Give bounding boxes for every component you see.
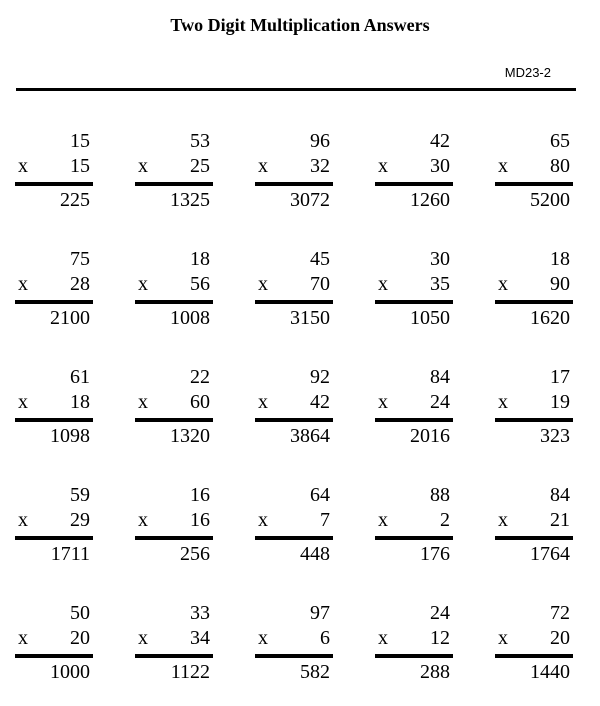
multiplier: 29 [70,509,90,531]
multiplicand: 42 [430,130,450,152]
problem-2-3 [255,247,333,327]
worksheet-title: Two Digit Multiplication Answers [170,15,430,35]
multiply-sign: x [138,509,148,531]
answer-bar [135,654,213,658]
product-answer: 3864 [290,425,330,447]
problem-3-5 [495,365,573,445]
problem-4-1 [15,483,93,563]
multiplicand: 92 [310,366,330,388]
answer-bar [15,418,93,422]
multiply-sign: x [378,509,388,531]
multiplicand: 15 [70,130,90,152]
answer-bar [255,536,333,540]
multiplicand: 18 [550,248,570,270]
problem-1-4 [375,129,453,209]
answer-bar [375,300,453,304]
problem-4-3 [255,483,333,563]
multiplier: 80 [550,155,570,177]
multiplicand: 65 [550,130,570,152]
product-answer: 1098 [50,425,90,447]
product-answer: 1260 [410,189,450,211]
multiplier: 6 [320,627,330,649]
multiply-sign: x [138,391,148,413]
multiply-sign: x [18,155,28,177]
multiply-sign: x [498,627,508,649]
multiplier: 2 [440,509,450,531]
multiplier: 19 [550,391,570,413]
answer-bar [495,536,573,540]
problem-5-3 [255,601,333,681]
multiply-sign: x [258,509,268,531]
worksheet-code: MD23-2 [504,65,551,80]
multiplicand: 84 [550,484,570,506]
multiplier: 35 [430,273,450,295]
problem-3-3 [255,365,333,445]
answer-bar [495,418,573,422]
multiply-sign: x [18,391,28,413]
multiplier: 34 [190,627,210,649]
multiplicand: 22 [190,366,210,388]
answer-bar [495,654,573,658]
multiplier: 25 [190,155,210,177]
product-answer: 3150 [290,307,330,329]
answer-bar [15,654,93,658]
product-answer: 448 [300,543,330,565]
multiply-sign: x [258,273,268,295]
product-answer: 1122 [170,661,210,683]
multiplier: 12 [430,627,450,649]
multiplier: 15 [70,155,90,177]
multiplicand: 16 [190,484,210,506]
multiplicand: 17 [550,366,570,388]
problem-4-2 [135,483,213,563]
problem-2-4 [375,247,453,327]
answer-bar [375,654,453,658]
product-answer: 1440 [530,661,570,683]
product-answer: 3072 [290,189,330,211]
problem-1-3 [255,129,333,209]
multiply-sign: x [18,627,28,649]
multiplicand: 33 [190,602,210,624]
problem-5-2 [135,601,213,681]
multiplier: 16 [190,509,210,531]
answer-bar [255,300,333,304]
multiplier: 42 [310,391,330,413]
multiplier: 7 [320,509,330,531]
product-answer: 1711 [50,543,90,565]
multiplicand: 53 [190,130,210,152]
multiply-sign: x [378,273,388,295]
multiplier: 18 [70,391,90,413]
problem-3-2 [135,365,213,445]
problem-4-4 [375,483,453,563]
problem-4-5 [495,483,573,563]
multiply-sign: x [258,627,268,649]
answer-bar [135,182,213,186]
multiplier: 60 [190,391,210,413]
answer-bar [255,654,333,658]
multiply-sign: x [258,155,268,177]
problem-1-5 [495,129,573,209]
multiplicand: 50 [70,602,90,624]
product-answer: 1000 [50,661,90,683]
product-answer: 1325 [170,189,210,211]
multiply-sign: x [378,391,388,413]
product-answer: 2100 [50,307,90,329]
multiply-sign: x [18,509,28,531]
multiplier: 24 [430,391,450,413]
product-answer: 323 [540,425,570,447]
product-answer: 225 [60,189,90,211]
answer-bar [135,300,213,304]
product-answer: 582 [300,661,330,683]
multiply-sign: x [498,273,508,295]
multiplicand: 24 [430,602,450,624]
multiply-sign: x [498,391,508,413]
multiply-sign: x [138,627,148,649]
multiplier: 32 [310,155,330,177]
multiplicand: 45 [310,248,330,270]
multiplier: 30 [430,155,450,177]
problem-2-2 [135,247,213,327]
product-answer: 2016 [410,425,450,447]
multiplicand: 18 [190,248,210,270]
answer-bar [135,536,213,540]
product-answer: 1050 [410,307,450,329]
product-answer: 256 [180,543,210,565]
product-answer: 1320 [170,425,210,447]
multiply-sign: x [18,273,28,295]
answer-bar [255,418,333,422]
problem-5-5 [495,601,573,681]
multiplier: 20 [70,627,90,649]
product-answer: 1764 [530,543,570,565]
multiply-sign: x [378,627,388,649]
multiplicand: 61 [70,366,90,388]
answer-bar [15,536,93,540]
answer-bar [15,182,93,186]
multiply-sign: x [378,155,388,177]
multiplier: 28 [70,273,90,295]
product-answer: 176 [420,543,450,565]
problem-1-2 [135,129,213,209]
answer-bar [375,182,453,186]
multiplier: 56 [190,273,210,295]
problem-3-1 [15,365,93,445]
multiplicand: 72 [550,602,570,624]
multiplicand: 59 [70,484,90,506]
multiplier: 20 [550,627,570,649]
problem-5-1 [15,601,93,681]
product-answer: 1008 [170,307,210,329]
answer-bar [495,300,573,304]
problem-2-5 [495,247,573,327]
problem-1-1 [15,129,93,209]
multiply-sign: x [138,155,148,177]
answer-bar [375,418,453,422]
answer-bar [495,182,573,186]
product-answer: 1620 [530,307,570,329]
answer-bar [375,536,453,540]
problem-2-1 [15,247,93,327]
problem-3-4 [375,365,453,445]
product-answer: 288 [420,661,450,683]
multiplicand: 75 [70,248,90,270]
product-answer: 5200 [530,189,570,211]
multiplier: 21 [550,509,570,531]
answer-bar [255,182,333,186]
multiply-sign: x [138,273,148,295]
answer-bar [15,300,93,304]
multiply-sign: x [498,509,508,531]
answer-bar [135,418,213,422]
multiplicand: 64 [310,484,330,506]
multiplier: 70 [310,273,330,295]
problem-5-4 [375,601,453,681]
multiply-sign: x [258,391,268,413]
multiplicand: 84 [430,366,450,388]
multiply-sign: x [498,155,508,177]
multiplicand: 30 [430,248,450,270]
multiplicand: 96 [310,130,330,152]
multiplicand: 88 [430,484,450,506]
multiplicand: 97 [310,602,330,624]
multiplier: 90 [550,273,570,295]
